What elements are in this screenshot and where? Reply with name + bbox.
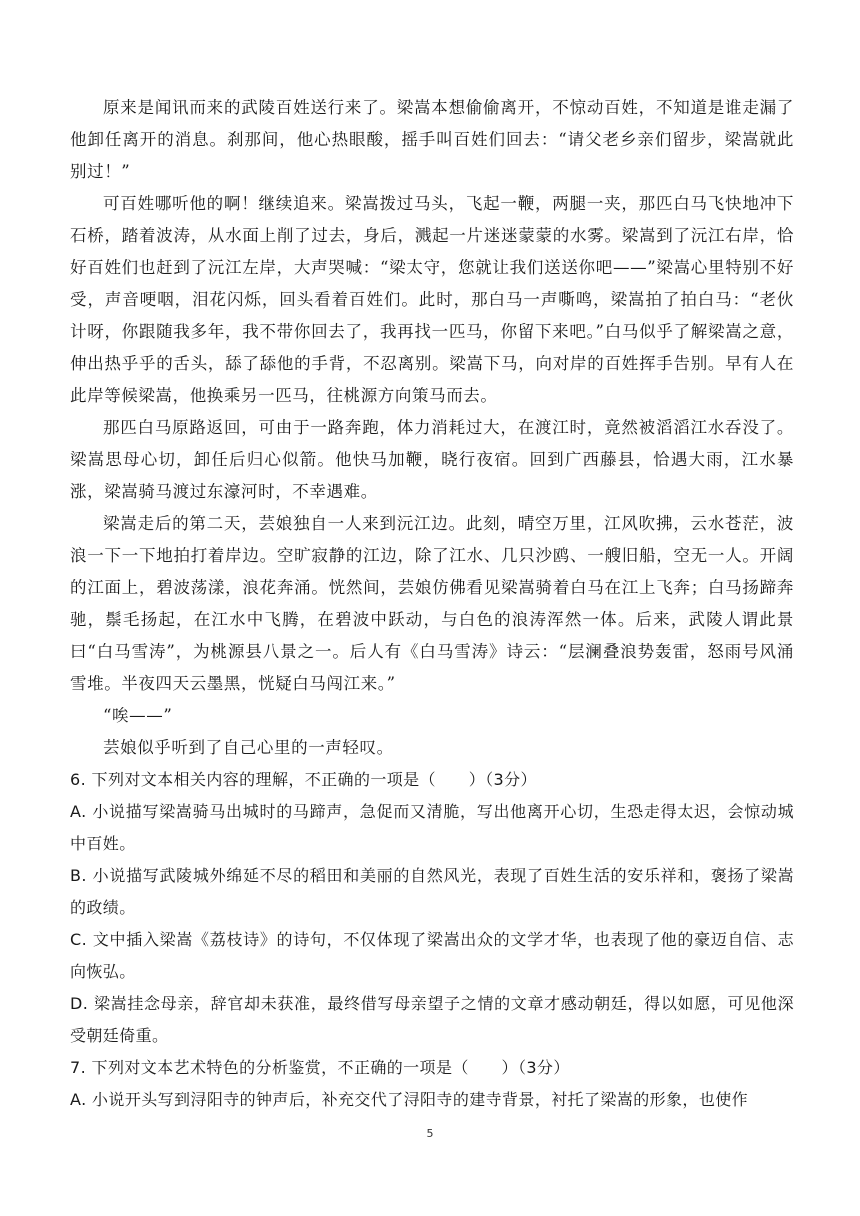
story-paragraph-4: 梁嵩走后的第二天，芸娘独自一人来到沅江边。此刻，晴空万里，江风吹拂，云水苍茫，波浪一下一下地拍打着岸边。空旷寂静的江边，除了江水、几只沙鸥、一艘旧船，空无一人。开阔的江面上，碧波荡漾，浪花奔涌。恍然间，芸娘仿佛看见梁嵩骑着白马在江上飞奔；白马扬蹄奔驰，鬃毛扬起，在江水中飞腾，在碧波中跃动，与白色的浪涛浑然一体。后来，武陵人谓此景曰“白马雪涛”，为桃源县八景之一。后人有《白马雪涛》诗云：“层澜叠浪势轰雷，怒雨号风涌雪堆。半夜四天云墨黑，恍疑白马闯江来。”: [70, 514, 794, 693]
question-7-stem: 7. 下列对文本艺术特色的分析鉴赏，不正确的一项是（ ）（3分）: [70, 1058, 570, 1077]
page-content: [70, 92, 794, 1116]
story-paragraph-last: 芸娘似乎听到了自己心里的一声轻叹。: [103, 738, 394, 757]
question-6-stem: 6. 下列对文本相关内容的理解，不正确的一项是（ ）（3分）: [70, 770, 537, 789]
story-paragraph-2: 可百姓哪听他的啊！继续追来。梁嵩拨过马头，飞起一鞭，两腿一夹，那匹白马飞快地冲下石桥，踏着波涛，从水面上削了过去，身后，溅起一片迷迷蒙蒙的水雾。梁嵩到了沅江右岸，恰好百姓们也赶到了沅江左岸，大声哭喊：“梁太守，您就让我们送送你吧——”梁嵩心里特别不好受，声音哽咽，泪花闪烁，回头看着百姓们。此时，那白马一声嘶鸣，梁嵩拍了拍白马：“老伙计呀，你跟随我多年，我不带你回去了，我再找一匹马，你留下来吧。”白马似乎了解梁嵩之意，伸出热乎乎的舌头，舔了舔他的手背，不忍离别。梁嵩下马，向对岸的百姓挥手告别。早有人在此岸等候梁嵩，他换乘另一匹马，往桃源方向策马而去。: [70, 194, 794, 405]
story-paragraph-3: 那匹白马原路返回，可由于一路奔跑，体力消耗过大，在渡江时，竟然被滔滔江水吞没了。梁嵩思母心切，卸任后归心似箭。他快马加鞭，晓行夜宿。回到广西藤县，恰遇大雨，江水暴涨，梁嵩骑马渡过东濠河时，不幸遇难。: [70, 418, 794, 501]
story-paragraph-sigh: “唉——”: [103, 706, 173, 725]
page-number: 5: [426, 1127, 434, 1140]
question-7: [70, 1052, 794, 1116]
story-paragraph-1: 原来是闻讯而来的武陵百姓送行来了。梁嵩本想偷偷离开，不惊动百姓，不知道是谁走漏了他卸任离开的消息。刹那间，他心热眼酸，摇手叫百姓们回去：“请父老乡亲们留步，梁嵩就此别过！”: [70, 98, 794, 181]
question-6-option-a: A. 小说描写梁嵩骑马出城时的马蹄声，急促而又清脆，写出他离开心切，生恐走得太迟，会惊动城中百姓。: [70, 802, 794, 853]
question-6-option-b: B. 小说描写武陵城外绵延不尽的稻田和美丽的自然风光，表现了百姓生活的安乐祥和，褒扬了梁嵩的政绩。: [70, 866, 794, 917]
question-6-option-d: D. 梁嵩挂念母亲，辞官却未获准，最终借写母亲望子之情的文章才感动朝廷，得以如愿，可见他深受朝廷倚重。: [70, 994, 794, 1045]
question-6: [70, 764, 794, 1052]
question-6-option-c: C. 文中插入梁嵩《荔枝诗》的诗句，不仅体现了梁嵩出众的文学才华，也表现了他的豪迈自信、志向恢弘。: [70, 930, 794, 981]
question-7-option-a: A. 小说开头写到浔阳寺的钟声后，补充交代了浔阳寺的建寺背景，衬托了梁嵩的形象，也使作: [70, 1090, 749, 1109]
